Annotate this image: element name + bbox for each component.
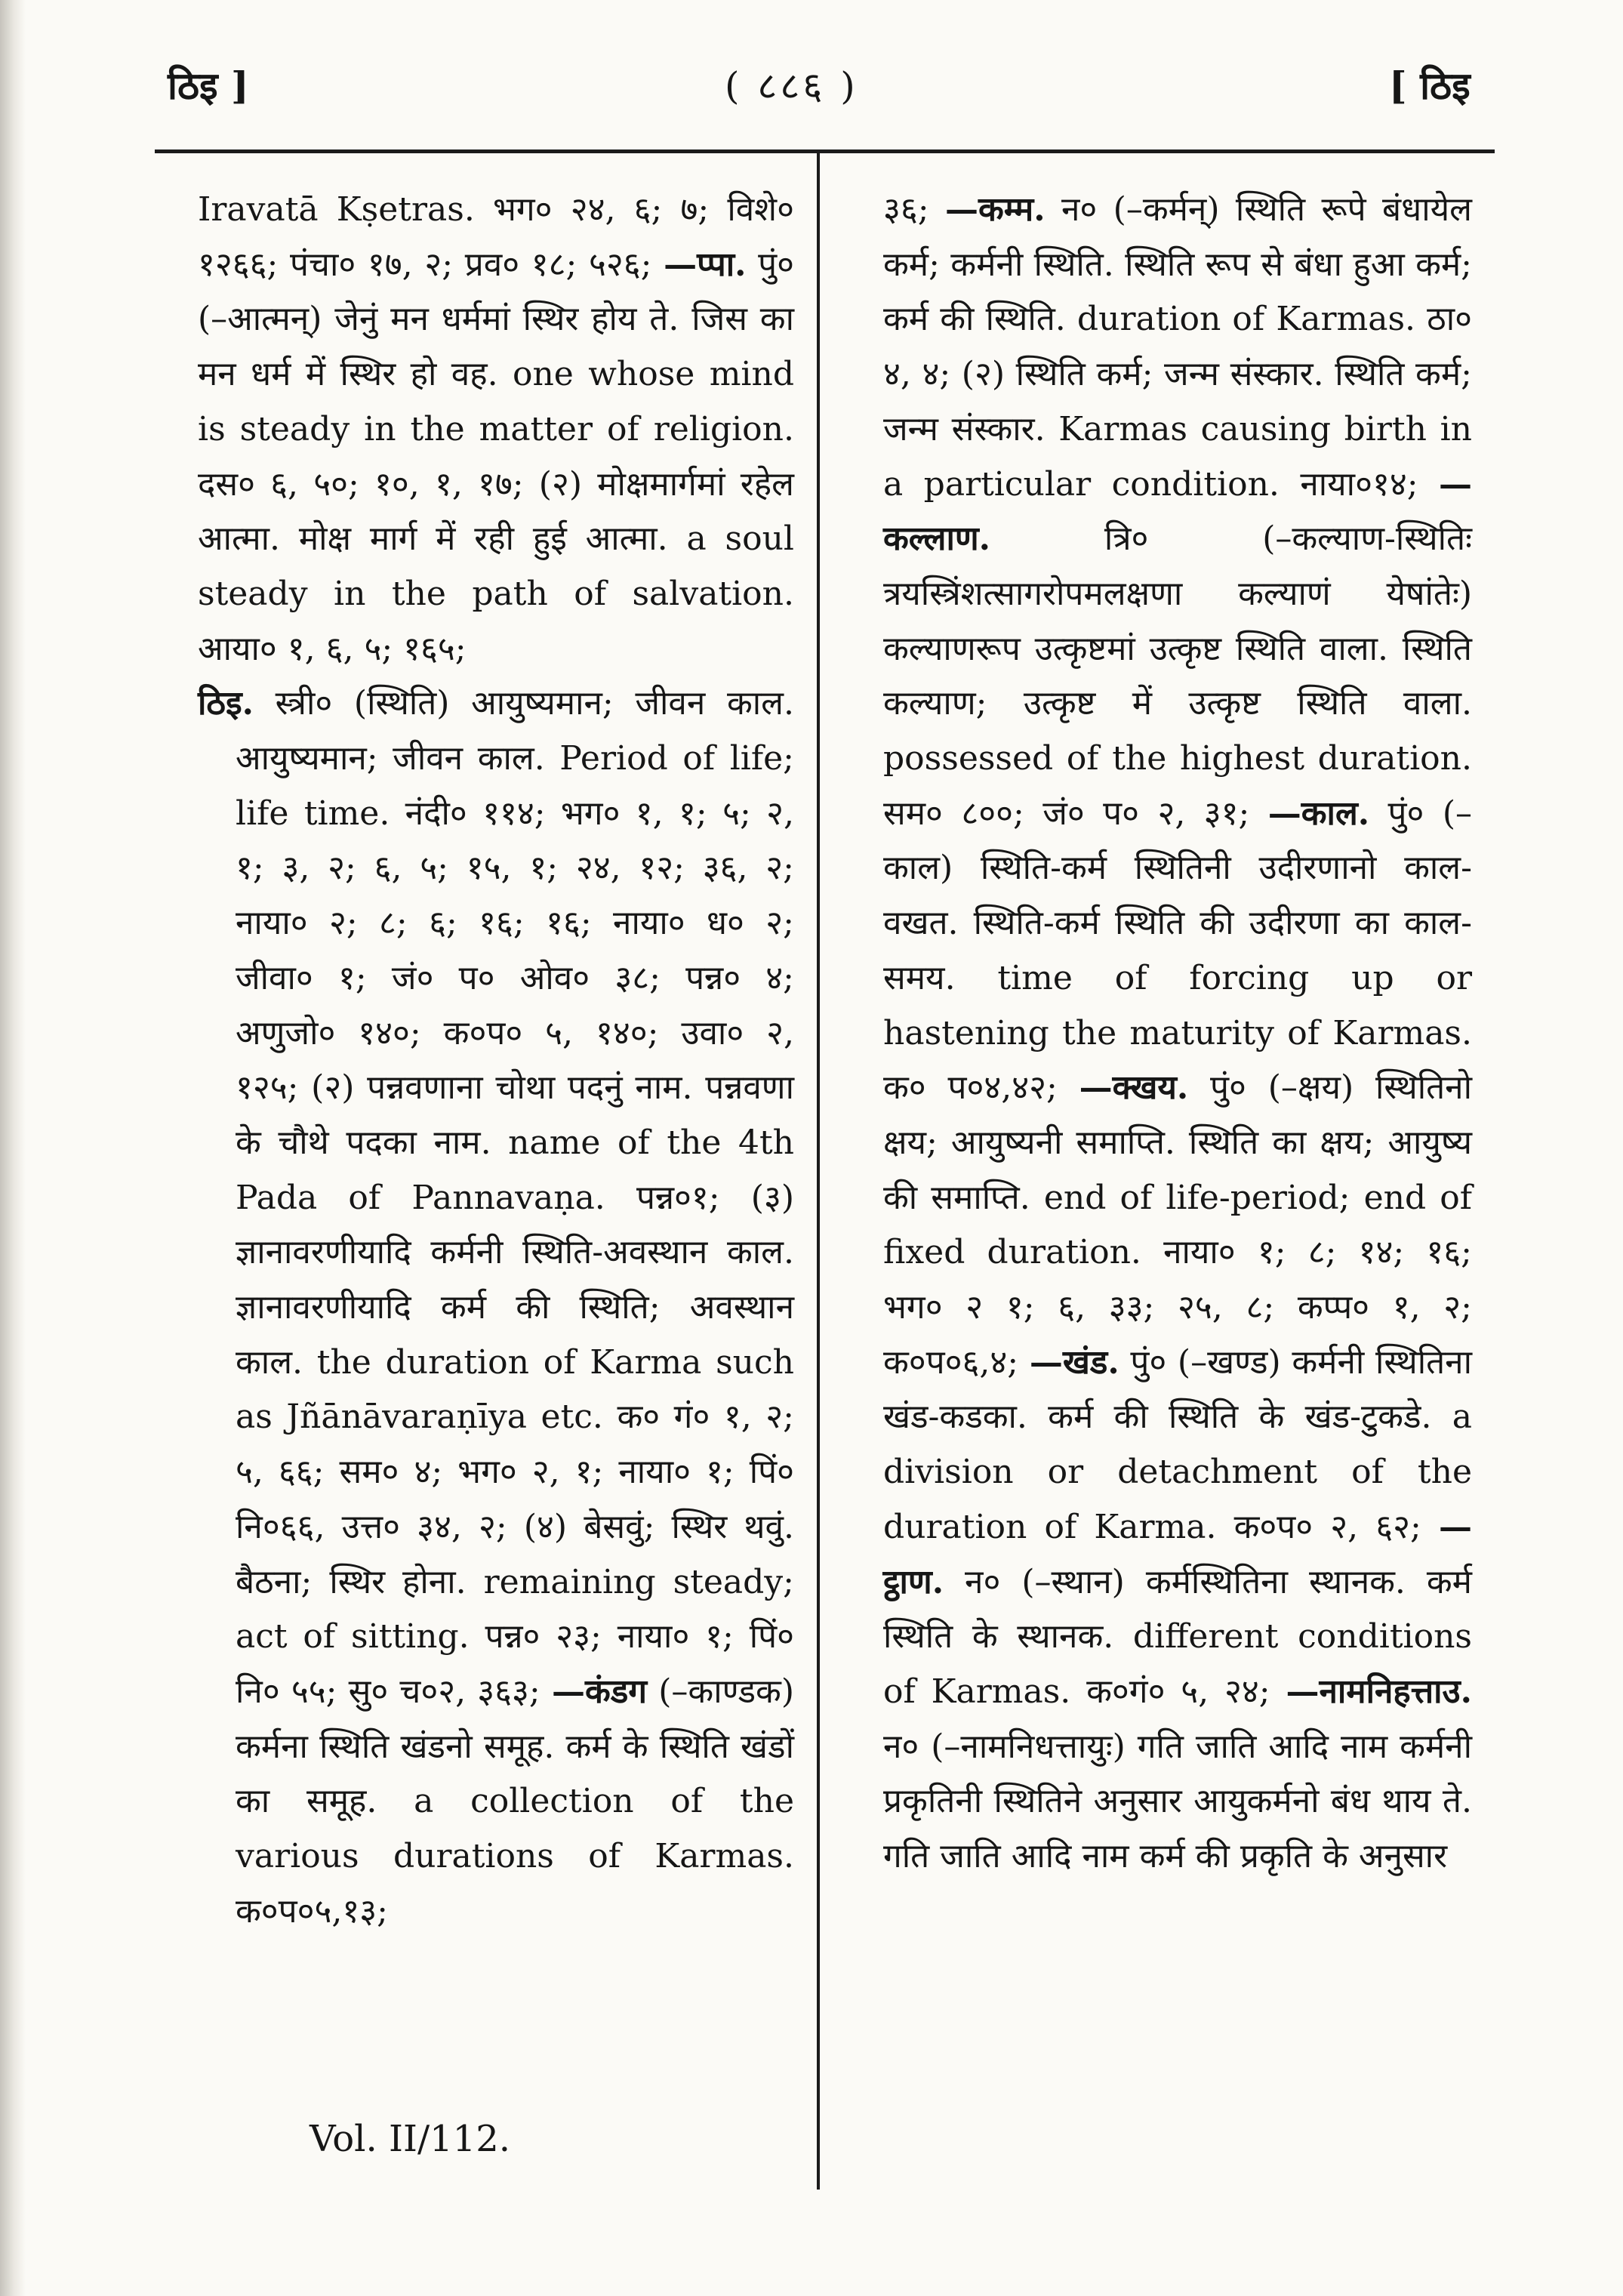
subentry-khanda-body: पुं० (–खण्ड) कर्मनी स्थितिना खंड-कडका. कर्म की स्थिति के खंड-टुकडे. a division or detachment of the duration of Karma. क०प० २, ६२; [883, 1342, 1472, 1546]
subentry-thana-head: —ट्ठाण. [883, 1507, 1472, 1601]
subentry-appa-body: पुं० (–आत्मन्) जेनुं मन धर्ममां स्थिर होय ते. जिस का मन धर्म में स्थिर हो वह. one whose mind is steady in the matter of religion. दस० ६, ५०; १०, १, १७; (२) मोक्षमार्गमां रहेल आत्मा. मोक्ष मार्ग में रही हुई आत्मा. a soul steady in the path of salvation. आया० १, ६, ५; १६५; [198, 245, 794, 668]
subentry-namanihatta-body: न० (–नामनिधत्तायुः) गति जाति आदि नाम कर्मनी प्रकृतिनी स्थितिने अनुसार आयुकर्मनो बंध थाय ते. गति जाति आदि नाम कर्म की प्रकृति के अनुसार [883, 1727, 1472, 1876]
header-rule [155, 149, 1495, 153]
continuation-text [198, 183, 794, 676]
subentry-kamma-body: न० (–कर्मन्) स्थिति रूपे बंधायेल कर्म; कर्मनी स्थिति. स्थिति रूप से बंधा हुआ कर्म; कर्म की स्थिति. duration of Karmas. ठा० ४, ४; (२) स्थिति कर्म; जन्म संस्कार. स्थिति कर्म; जन्म संस्कार. Karmas causing birth in a particular condition. नाया०१४; [883, 190, 1472, 504]
subentry-khaya-body: पुं० (–क्षय) स्थितिनो क्षय; आयुष्यनी समाप्ति. स्थिति का क्षय; आयुष्य की समाप्ति. end of life-period; end of fixed duration. नाया० १; ८; १४; १६; भग० २ १; ६, ३३; २५, ८; कप्प० १, २; क०प०६,४; [883, 1068, 1472, 1382]
subentry-khanda-head: —खंड. [1029, 1342, 1119, 1382]
left-running-headword: ठिइ ] [168, 63, 249, 108]
right-column [883, 183, 1472, 1885]
page-header [0, 0, 1623, 151]
subentry-namanihatta-head: —नामनिहत्ताउ. [1286, 1672, 1472, 1711]
page-number: ( ८८६ ) [725, 64, 858, 108]
subentry-kallana-body: त्रि० (–कल्याण-स्थितिः त्रयस्त्रिंशत्सागरोपमलक्षणा कल्याणं येषांतेः) कल्याणरूप उत्कृष्टमां उत्कृष्ट स्थिति वाला. स्थिति कल्याण; उत्कृष्ट में उत्कृष्ट स्थिति वाला. possessed of the highest duration. सम० ८००; जं० प० २, ३१; [883, 519, 1472, 833]
column-divider [817, 151, 820, 2190]
subentry-kala-head: —काल. [1267, 794, 1370, 833]
continuation-body: Iravatā Kṣetras. भग० २४, ६; ७; विशे० १२६६; पंचा० १७, २; प्रव० १८; ५२६; [198, 190, 794, 284]
main-entry-body: स्त्री० (स्थिति) आयुष्यमान; जीवन काल. आयुष्यमान; जीवन काल. Period of life; life time. नंदी० ११४; भग० १, १; ५; २, १; ३, २; ६, ५; १५, १; २४, १२; ३६, २; नाया० २; ८; ६; १६; १६; नाया० ध० २; जीवा० १; जं० प० ओव० ३८; पन्न० ४; अणुजो० १४०; क०प० ५, १४०; उवा० २, १२५; (२) पन्नवणाना चोथा पदनुं नाम. पन्नवणा के चौथे पदका नाम. name of the 4th Pada of Pannavaṇa. पन्न०१; (३) ज्ञानावरणीयादि कर्मनी स्थिति-अवस्थान काल. ज्ञानावरणीयादि कर्म की स्थिति; अवस्थान काल. the duration of Karma such as Jñānāvaraṇīya etc. क० गं० १, २; ५, ६६; सम० ४; भग० २, १; नाया० १; पिं० नि०६६, उत्त० ३४, २; (४) बेसवुं; स्थिर थवुं. बैठना; स्थिर होना. remaining steady; act of sitting. पन्न० २३; नाया० १; पिं० नि० ५५; सु० च०२, ३६३; [236, 684, 794, 1711]
main-headword: ठिइ. [198, 684, 254, 723]
volume-footer: Vol. II/112. [310, 2118, 510, 2160]
right-continuation: ३६; [883, 190, 929, 229]
right-running-headword: [ ठिइ [1389, 63, 1471, 108]
subentry-kallana-head: —कल्लाण. [883, 464, 1472, 559]
left-column [198, 183, 794, 1940]
subentry-kala-body: पुं० (–काल) स्थिति-कर्म स्थितिनी उदीरणानो काल-वखत. स्थिति-कर्म स्थिति की उदीरणा का काल-समय. time of forcing up or hastening the maturity of Karmas. क० प०४,४२; [883, 794, 1472, 1108]
subentry-kandaga-head: —कंडग [551, 1672, 648, 1711]
subentry-kamma-head: —कम्म. [944, 190, 1046, 229]
subentry-kandaga-body: (–काण्डक) कर्मना स्थिति खंडनो समूह. कर्म के स्थिति खंडों का समूह. a collection of the various durations of Karmas. क०प०५,१३; [236, 1672, 794, 1931]
main-entry-thii [198, 676, 794, 1939]
subentry-appa-head: —प्पा. [664, 245, 747, 284]
subentry-thana-body: न० (–स्थान) कर्मस्थितिना स्थानक. कर्म स्थिति के स्थानक. different conditions of Karmas. क०गं० ५, २४; [883, 1562, 1472, 1711]
right-column-text [883, 183, 1472, 1885]
subentry-khaya-head: —क्खय. [1079, 1068, 1189, 1108]
scan-edge [0, 0, 26, 2296]
